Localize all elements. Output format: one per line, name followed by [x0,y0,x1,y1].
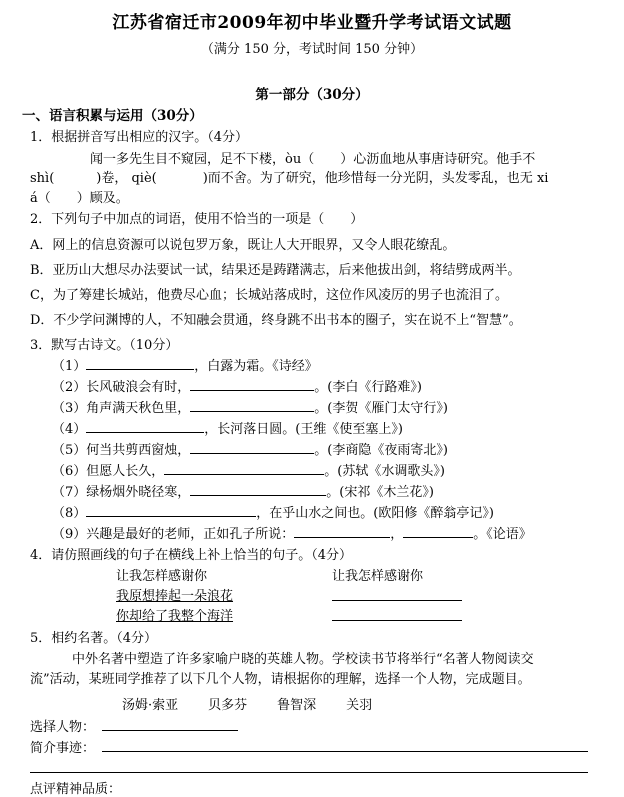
q2-option-b: B．亚历山大想尽办法要试一试，结果还是踌躇满志，后来他拔出剑，将结劈成两半。 [30,263,521,278]
q1-line3: á（ ）顾及。 [30,191,129,206]
answer-blank[interactable] [86,420,204,433]
q5-character-list [122,694,402,713]
answer-blank[interactable] [86,357,194,370]
q3-item-3: （3）角声满天秋色里， 。(李贺《雁门太守行》) [52,401,448,416]
comment-label: 点评精神品质： [30,782,122,797]
q5-stem: 5．相约名著。（4分） [30,631,158,646]
q3-item-8: （8） ，在乎山水之间也。(欧阳修《醉翁亭记》) [52,506,494,521]
q3-item-4: （4） ，长河落日圆。(王维《使至塞上》) [52,422,403,437]
character-name: 关羽 [346,698,373,713]
answer-blank[interactable] [164,462,324,475]
q3-item-9: （9）兴趣是最好的老师，正如孔子所说： ， 。《论语》 [52,527,532,542]
q2-option-a: A．网上的信息资源可以说包罗万象，既让人大开眼界，又令人眼花缭乱。 [30,238,456,253]
character-name: 鲁智深 [277,698,317,713]
answer-blank[interactable] [86,504,256,517]
q1-line2 [30,167,548,186]
q5-para-line2: 流”活动，某班同学推荐了以下几个人物，请根据你的理解，选择一个人物，完成题目。 [30,672,531,687]
q3-item-7: （7）绿杨烟外晓径寒， 。(宋祁《木兰花》) [52,485,434,500]
q4-left-line1: 让我怎样感谢你 [116,569,208,584]
part-heading: 第一部分（30分） [255,87,369,103]
q4-left-line3: 你却给了我整个海洋 [116,609,234,624]
q3-item-1: （1） ，白露为霜。《诗经》 [52,359,318,374]
answer-blank[interactable] [294,525,390,538]
q4-right-line1: 让我怎样感谢你 [332,569,424,584]
q4-stem: 4．请仿照画线的句子在横线上补上恰当的句子。（4分） [30,548,353,563]
answer-blank[interactable] [190,399,314,412]
answer-blank[interactable] [190,483,326,496]
q3-item-2: （2）长风破浪会有时， 。(李白《行路难》) [52,380,422,395]
choose-character-label: 选择人物： [30,720,96,735]
exam-subtitle: （满分 150 分，考试时间 150 分钟） [200,42,424,57]
choose-character-line[interactable] [102,730,238,731]
q1-line2c: )而不舍。为了研究，他珍惜每一分光阴，头发零乱，也无 xi [202,171,549,186]
summary-line-2[interactable] [30,772,588,773]
q2-option-c: C，为了筹建长城站，他费尽心血；长城站落成时，这位作风凌厉的男子也流泪了。 [30,288,508,303]
q4-answer-line-1[interactable] [332,600,462,601]
q2-stem: 2．下列句子中加点的词语，使用不恰当的一项是（ ） [30,212,364,227]
answer-blank[interactable] [403,525,473,538]
summary-line-1[interactable] [102,751,588,752]
q4-left-line2: 我原想捧起一朵浪花 [116,589,234,604]
character-name: 贝多芬 [208,698,248,713]
q1-stem: 1．根据拼音写出相应的汉字。（4分） [30,130,249,145]
answer-blank[interactable] [190,441,314,454]
q3-item-5: （5）何当共剪西窗烛， 。(李商隐《夜雨寄北》) [52,443,448,458]
q1-line2a: shì( [30,171,55,186]
section-heading: 一、语言积累与运用（30分） [22,108,203,124]
q5-para-line1: 中外名著中塑造了许多家喻户晓的英雄人物。学校读书节将举行“名著人物阅读交 [72,652,534,667]
q1-line2b: )卷， qiè( [96,171,157,186]
q2-option-d: D．不少学问渊博的人，不知融会贯通，终身跳不出书本的圈子，实在说不上“智慧”。 [30,313,522,328]
answer-blank[interactable] [190,378,314,391]
q4-answer-line-2[interactable] [332,620,462,621]
character-name: 汤姆·索亚 [122,698,179,713]
summary-label: 简介事迹： [30,741,96,756]
q1-line1: 闻一多先生目不窥园，足不下楼，òu（ ）心沥血地从事唐诗研究。他手不 [90,152,536,167]
q3-stem: 3．默写古诗文。（10分） [30,338,179,353]
q3-item-6: （6）但愿人长久， 。(苏轼《水调歌头》) [52,464,445,479]
exam-title: 江苏省宿迁市2009年初中毕业暨升学考试语文试题 [112,13,512,33]
